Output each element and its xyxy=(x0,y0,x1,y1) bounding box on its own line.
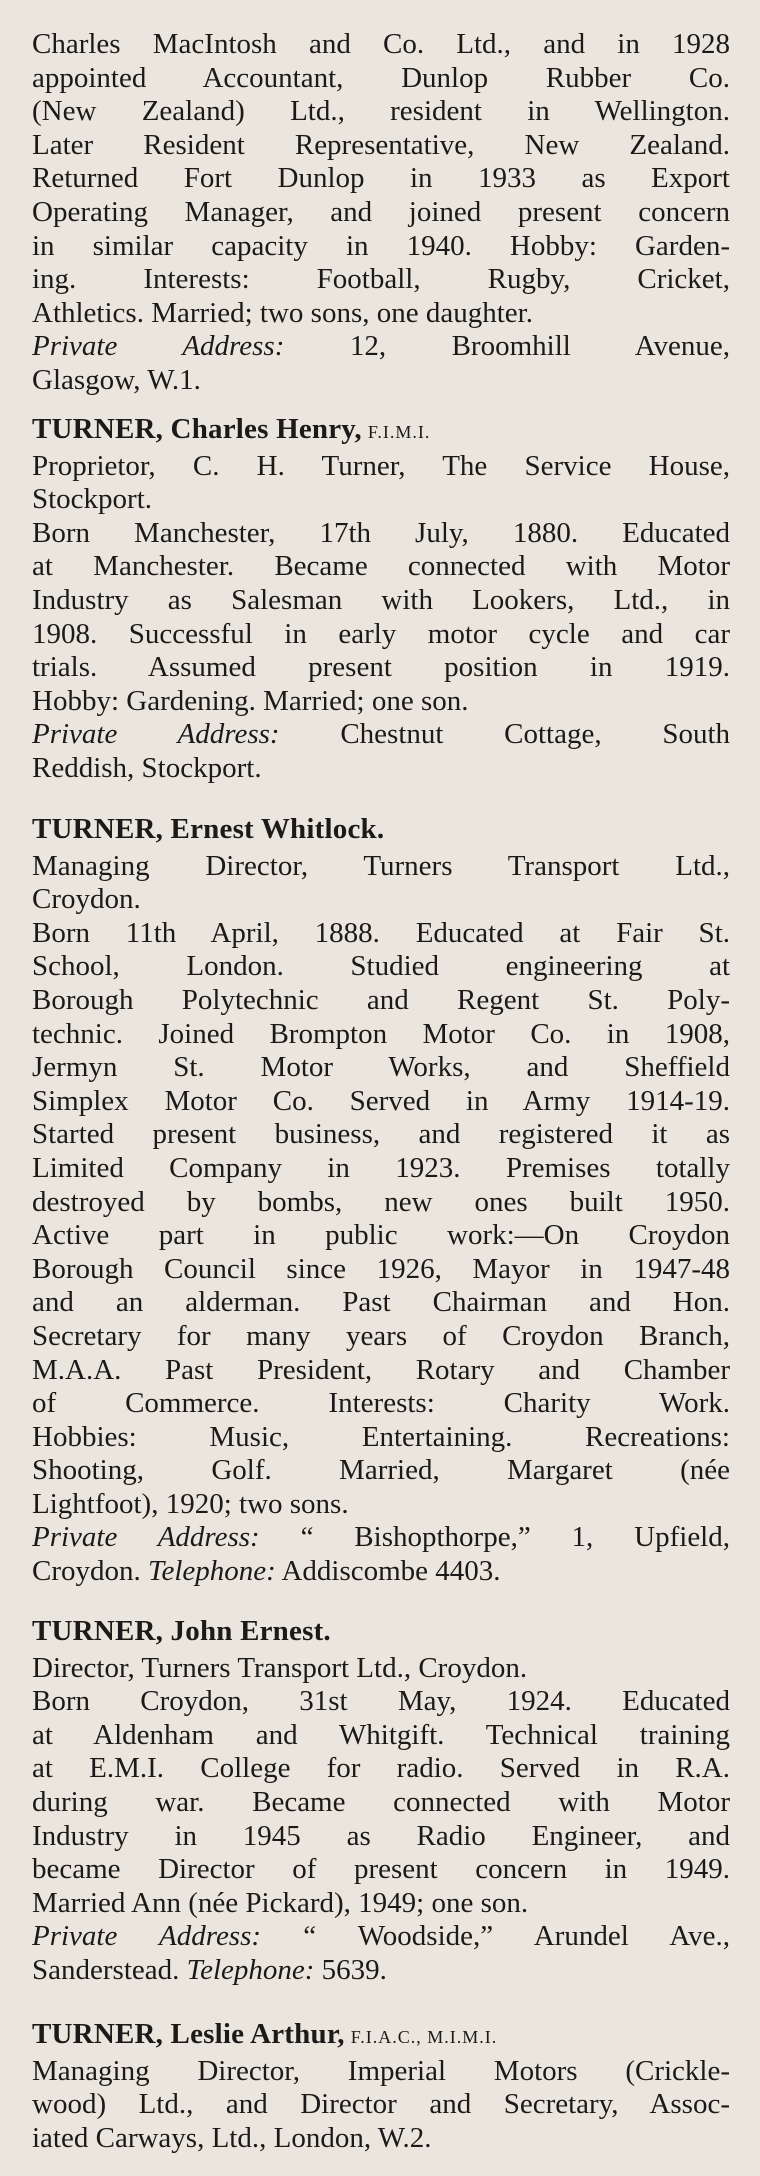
text-segment: during war. Became connected with Motor xyxy=(32,1785,730,1818)
text-segment: trials. Assumed present position in 1919. xyxy=(32,651,730,684)
text-segment: Charles MacIntosh and Co. Ltd., and in 1928 xyxy=(32,28,730,60)
text-line xyxy=(32,1186,730,1220)
entry-paragraph xyxy=(32,850,730,917)
text-segment: Returned Fort Dunlop in 1933 as Export xyxy=(32,162,730,195)
text-segment: destroyed by bombs, new ones built 1950. xyxy=(32,1185,730,1218)
directory-entry xyxy=(32,813,730,1589)
text-segment: at Manchester. Became connected with Motor xyxy=(32,550,730,583)
entry-name: TURNER, John Ernest. xyxy=(32,1615,331,1647)
text-line xyxy=(32,129,730,163)
text-segment: Hobbies: Music, Entertaining. Recreations: xyxy=(32,1420,730,1453)
text-line xyxy=(32,1920,730,1954)
text-line xyxy=(32,1752,730,1786)
text-segment: technic. Joined Brompton Motor Co. in 1908, xyxy=(32,1017,730,1050)
text-segment: Proprietor, C. H. Turner, The Service House, xyxy=(32,449,730,482)
text-segment: iated Carways, Ltd., London, W.2. xyxy=(32,2121,432,2154)
text-segment: became Director of present concern in 1949. xyxy=(32,1853,730,1886)
text-line xyxy=(32,1954,730,1988)
text-line xyxy=(32,297,730,331)
text-line xyxy=(32,752,730,786)
text-segment: Jermyn St. Motor Works, and Sheffield xyxy=(32,1051,730,1084)
entry-heading xyxy=(32,413,730,447)
text-segment: Croydon. xyxy=(32,1555,148,1588)
entry-paragraph xyxy=(32,1652,730,1686)
text-line xyxy=(32,850,730,884)
field-label: Private Address: xyxy=(32,330,285,363)
text-segment: 12, Broomhill Avenue, xyxy=(284,330,730,363)
text-segment: at Aldenham and Whitgift. Technical training xyxy=(32,1718,730,1751)
text-segment: (New Zealand) Ltd., resident in Wellington. xyxy=(32,95,730,128)
text-line xyxy=(32,483,730,517)
text-segment: at E.M.I. College for radio. Served in R.A. xyxy=(32,1752,730,1785)
text-segment: Sanderstead. xyxy=(32,1953,187,1986)
text-segment: Simplex Motor Co. Served in Army 1914-19. xyxy=(32,1084,730,1117)
text-segment: Married Ann (née Pickard), 1949; one son. xyxy=(32,1886,529,1919)
text-line xyxy=(32,618,730,652)
entry-heading xyxy=(32,1615,730,1649)
entry-paragraph xyxy=(32,1685,730,1920)
field-label: Telephone: xyxy=(148,1555,276,1588)
text-segment: Reddish, Stockport. xyxy=(32,751,262,784)
directory-entry xyxy=(32,2018,730,2155)
entry-paragraph xyxy=(32,28,730,330)
directory-entry xyxy=(32,413,730,786)
text-line xyxy=(32,1118,730,1152)
entry-paragraph xyxy=(32,718,730,785)
text-line xyxy=(32,1286,730,1320)
text-line xyxy=(32,162,730,196)
text-line xyxy=(32,685,730,719)
entry-paragraph xyxy=(32,1920,730,1987)
text-segment: Managing Director, Turners Transport Ltd., xyxy=(32,849,730,882)
entry-heading xyxy=(32,813,730,847)
text-line xyxy=(32,1354,730,1388)
field-label: Private Address: xyxy=(32,1521,260,1554)
text-line xyxy=(32,230,730,264)
text-segment: School, London. Studied engineering at xyxy=(32,950,730,983)
text-line xyxy=(32,196,730,230)
field-label: Private Address: xyxy=(32,1920,262,1953)
text-line xyxy=(32,550,730,584)
text-line xyxy=(32,1219,730,1253)
text-line xyxy=(32,1555,730,1589)
text-segment: Secretary for many years of Croydon Branch, xyxy=(32,1319,730,1352)
entry-paragraph xyxy=(32,1521,730,1588)
text-line xyxy=(32,1018,730,1052)
text-segment: Hobby: Gardening. Married; one son. xyxy=(32,684,469,717)
text-segment: Active part in public work:—On Croydon xyxy=(32,1219,730,1252)
text-segment: Borough Polytechnic and Regent St. Poly- xyxy=(32,983,730,1016)
entry-qualifications: F.I.A.C., M.I.M.I. xyxy=(350,2027,498,2047)
entry-name: TURNER, Charles Henry, xyxy=(32,413,362,445)
text-line xyxy=(32,1652,730,1686)
entry-paragraph xyxy=(32,517,730,719)
text-segment: Operating Manager, and joined present concern xyxy=(32,195,730,228)
text-line xyxy=(32,584,730,618)
text-segment: Croydon. xyxy=(32,883,141,916)
text-segment: Stockport. xyxy=(32,483,153,516)
text-line xyxy=(32,1051,730,1085)
text-line xyxy=(32,1085,730,1119)
directory-entry xyxy=(32,1615,730,1988)
text-segment: Born Croydon, 31st May, 1924. Educated xyxy=(32,1685,730,1718)
text-segment: appointed Accountant, Dunlop Rubber Co. xyxy=(32,61,730,94)
text-segment: Limited Company in 1923. Premises totally xyxy=(32,1151,730,1184)
text-segment: Managing Director, Imperial Motors (Crickle- xyxy=(32,2054,730,2087)
text-line xyxy=(32,1719,730,1753)
text-line xyxy=(32,95,730,129)
text-segment: Started present business, and registered it as xyxy=(32,1118,730,1151)
text-line xyxy=(32,917,730,951)
text-line xyxy=(32,450,730,484)
text-line xyxy=(32,1421,730,1455)
text-line xyxy=(32,718,730,752)
text-line xyxy=(32,1685,730,1719)
text-segment: ing. Interests: Football, Rugby, Cricket, xyxy=(32,263,730,296)
text-segment: of Commerce. Interests: Charity Work. xyxy=(32,1387,730,1420)
text-line xyxy=(32,2088,730,2122)
text-line xyxy=(32,1853,730,1887)
text-line xyxy=(32,883,730,917)
text-line xyxy=(32,28,730,62)
text-segment: Borough Council since 1926, Mayor in 1947-48 xyxy=(32,1252,730,1285)
text-segment: “ Woodside,” Arundel Ave., xyxy=(261,1920,730,1953)
entry-name: TURNER, Ernest Whitlock. xyxy=(32,813,385,845)
text-line xyxy=(32,1387,730,1421)
text-segment: Industry in 1945 as Radio Engineer, and xyxy=(32,1819,730,1852)
text-line xyxy=(32,330,730,364)
text-line xyxy=(32,1152,730,1186)
text-line xyxy=(32,62,730,96)
text-line xyxy=(32,1887,730,1921)
text-segment: Shooting, Golf. Married, Margaret (née xyxy=(32,1454,730,1487)
field-label: Telephone: xyxy=(186,1953,315,1986)
text-line xyxy=(32,2055,730,2089)
entry-paragraph xyxy=(32,917,730,1522)
text-segment: Chestnut Cottage, South xyxy=(279,718,731,751)
text-segment: Born Manchester, 17th July, 1880. Educated xyxy=(32,516,730,549)
text-segment: Addiscombe 4403. xyxy=(275,1555,501,1588)
text-line xyxy=(32,984,730,1018)
field-label: Private Address: xyxy=(32,718,280,751)
text-line xyxy=(32,364,730,398)
entry-name: TURNER, Leslie Arthur, xyxy=(32,2018,345,2050)
text-line xyxy=(32,1253,730,1287)
entry-heading xyxy=(32,2018,730,2052)
text-segment: M.A.A. Past President, Rotary and Chamber xyxy=(32,1353,730,1386)
entry-continuation xyxy=(32,28,730,398)
text-line xyxy=(32,1820,730,1854)
text-line xyxy=(32,1521,730,1555)
text-line xyxy=(32,263,730,297)
text-segment: wood) Ltd., and Director and Secretary, Assoc- xyxy=(32,2088,730,2121)
entry-paragraph xyxy=(32,450,730,517)
text-segment: Director, Turners Transport Ltd., Croydon. xyxy=(32,1651,528,1684)
text-segment: Later Resident Representative, New Zealand. xyxy=(32,128,730,161)
text-segment: Athletics. Married; two sons, one daughter. xyxy=(32,296,533,329)
text-line xyxy=(32,1454,730,1488)
text-segment: Glasgow, W.1. xyxy=(32,363,201,396)
text-line xyxy=(32,1320,730,1354)
entry-paragraph xyxy=(32,330,730,397)
entry-paragraph xyxy=(32,2055,730,2156)
text-line xyxy=(32,1488,730,1522)
text-line xyxy=(32,651,730,685)
text-segment: 5639. xyxy=(314,1953,387,1986)
entry-qualifications: F.I.M.I. xyxy=(367,422,431,442)
text-segment: Lightfoot), 1920; two sons. xyxy=(32,1487,349,1520)
text-segment: Industry as Salesman with Lookers, Ltd., in xyxy=(32,583,730,616)
text-segment: 1908. Successful in early motor cycle and car xyxy=(32,617,730,650)
text-segment: Born 11th April, 1888. Educated at Fair St. xyxy=(32,916,730,949)
text-segment: in similar capacity in 1940. Hobby: Garden- xyxy=(32,229,730,262)
text-line xyxy=(32,1786,730,1820)
text-segment: “ Bishopthorpe,” 1, Upfield, xyxy=(259,1521,730,1554)
text-line xyxy=(32,2122,730,2156)
text-segment: and an alderman. Past Chairman and Hon. xyxy=(32,1286,730,1319)
text-line xyxy=(32,950,730,984)
text-line xyxy=(32,517,730,551)
